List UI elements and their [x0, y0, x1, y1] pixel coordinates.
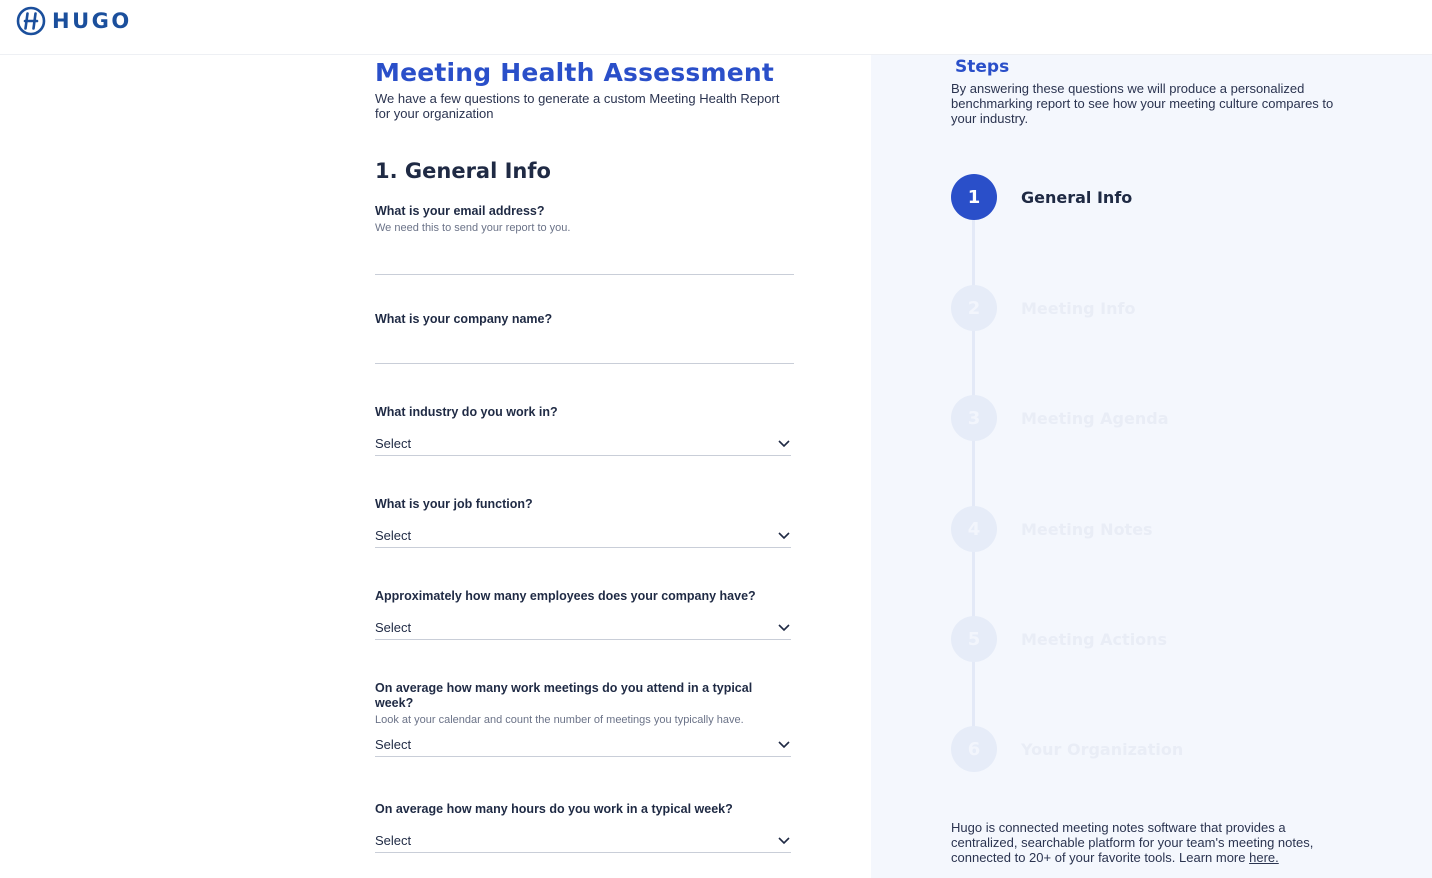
section-title: 1. General Info [375, 159, 551, 183]
meetings-select-value: Select [375, 737, 412, 752]
step-label: Meeting Actions [1021, 629, 1168, 649]
footer-note [951, 820, 1351, 865]
step-label: Meeting Agenda [1021, 408, 1169, 428]
employees-select-value: Select [375, 620, 412, 635]
industry-select[interactable] [375, 432, 791, 456]
step-number: 2 [951, 285, 997, 331]
hours-select-value: Select [375, 833, 412, 848]
step-number: 6 [951, 726, 997, 772]
hours-select[interactable] [375, 829, 791, 853]
meetings-hint: Look at your calendar and count the number of meetings you typically have. [375, 714, 744, 726]
step-number: 3 [951, 395, 997, 441]
job-function-question [375, 497, 795, 548]
employees-question [375, 589, 795, 640]
brand-name: HUGO [52, 9, 132, 33]
industry-label: What industry do you work in? [375, 405, 558, 419]
steps-title: Steps [955, 57, 1010, 77]
meetings-question [375, 681, 795, 757]
page-title: Meeting Health Assessment [375, 58, 775, 87]
step-meeting-agenda[interactable] [951, 395, 1169, 441]
company-label: What is your company name? [375, 312, 553, 326]
company-name-field[interactable] [375, 338, 794, 364]
email-question [375, 204, 795, 275]
step-label: Meeting Notes [1021, 519, 1153, 539]
step-your-organization[interactable] [951, 726, 1183, 772]
job-function-label: What is your job function? [375, 497, 533, 511]
chevron-down-icon [777, 622, 791, 632]
email-label: What is your email address? [375, 204, 545, 218]
industry-question [375, 405, 795, 456]
step-number: 5 [951, 616, 997, 662]
job-function-select-value: Select [375, 528, 412, 543]
chevron-down-icon [777, 739, 791, 749]
step-number: 4 [951, 506, 997, 552]
footer-text: Hugo is connected meeting notes software that provides a centralized, searchable platform for your team's meeting notes, connected to 20+ of your favorite tools. Learn more [951, 820, 1314, 865]
steps-description: By answering these questions we will produce a personalized benchmarking report to see how your meeting culture compares to your industry. [951, 81, 1334, 126]
email-hint: We need this to send your report to you. [375, 222, 571, 234]
hugo-h-logo-icon [16, 6, 46, 36]
employees-select[interactable] [375, 616, 791, 640]
chevron-down-icon [777, 835, 791, 845]
company-question [375, 312, 795, 364]
meetings-select[interactable] [375, 733, 791, 757]
employees-label: Approximately how many employees does your company have? [375, 589, 756, 603]
learn-more-link[interactable]: here. [1249, 850, 1279, 865]
step-number: 1 [951, 174, 997, 220]
step-general-info[interactable] [951, 174, 1132, 220]
hours-label: On average how many hours do you work in a typical week? [375, 802, 733, 816]
step-meeting-actions[interactable] [951, 616, 1167, 662]
hours-question [375, 802, 795, 853]
chevron-down-icon [777, 530, 791, 540]
industry-select-value: Select [375, 436, 412, 451]
step-label: General Info [1021, 187, 1133, 207]
hugo-logo[interactable] [16, 6, 132, 36]
step-meeting-notes[interactable] [951, 506, 1153, 552]
step-label: Your Organization [1021, 739, 1184, 759]
chevron-down-icon [777, 438, 791, 448]
meetings-label: On average how many work meetings do you attend in a typical week? [375, 681, 753, 710]
page-subtitle: We have a few questions to generate a custom Meeting Health Report for your organization [375, 91, 780, 121]
email-field[interactable] [375, 249, 794, 275]
step-label: Meeting Info [1021, 298, 1136, 318]
job-function-select[interactable] [375, 524, 791, 548]
step-meeting-info[interactable] [951, 285, 1135, 331]
top-bar [0, 0, 1432, 55]
